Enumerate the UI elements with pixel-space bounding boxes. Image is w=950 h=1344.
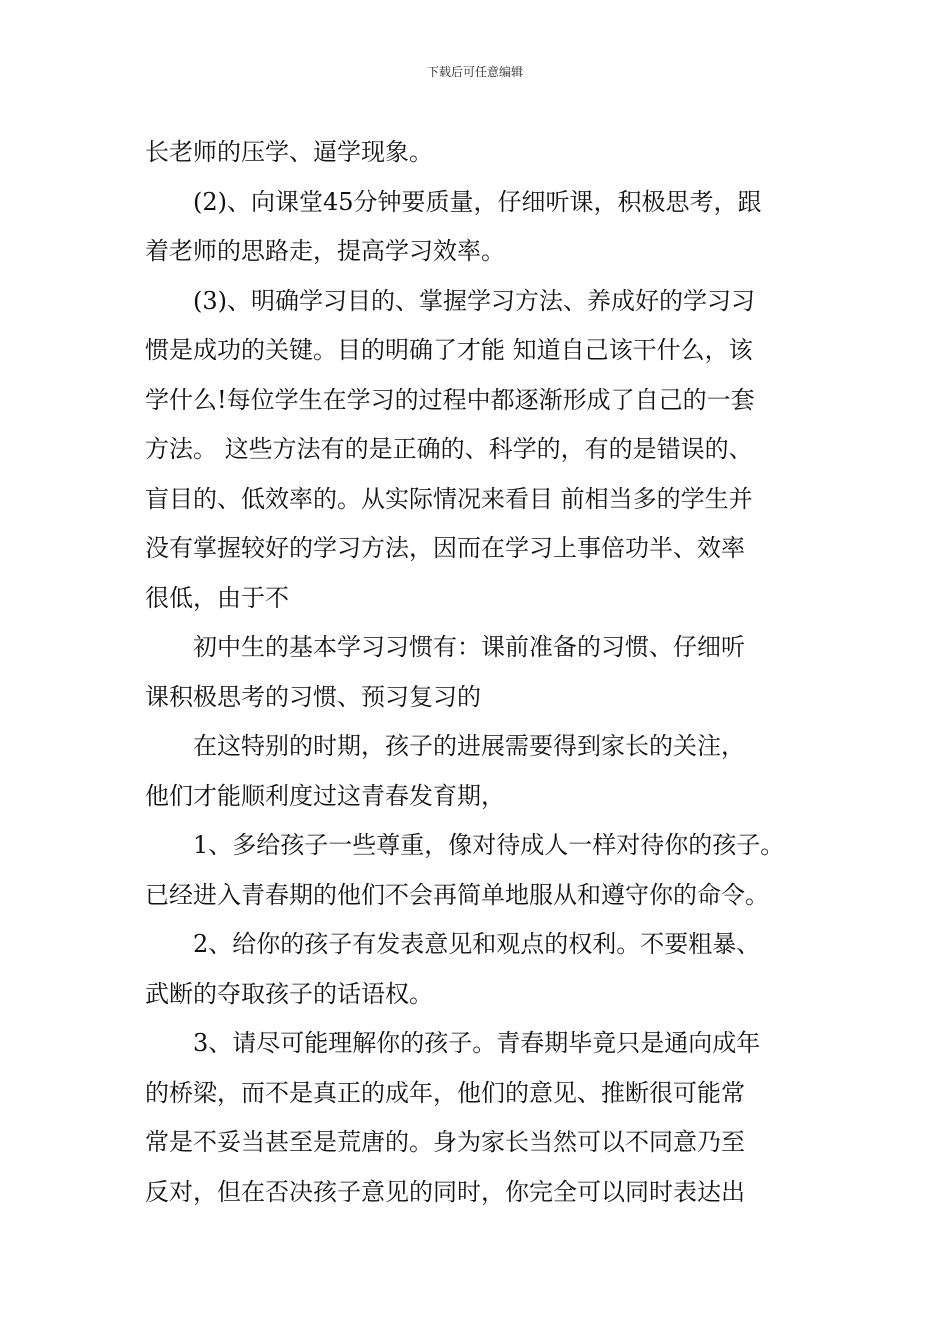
text-line: 的桥梁，而不是真正的成年，他们的意见、推断很可能常 xyxy=(145,1078,745,1107)
text-line: 学什么!每位学生在学习的过程中都逐渐形成了自己的一套 xyxy=(145,385,755,414)
text-line: 没有掌握较好的学习方法，因而在学习上事倍功半、效率 xyxy=(145,534,745,562)
text-line: 课积极思考的习惯、预习复习的 xyxy=(145,682,481,711)
text-line: 1、多给孩子一些尊重，像对待成人一样对待你的孩子。 xyxy=(193,831,785,859)
text-line: 在这特别的时期，孩子的进展需要得到家长的关注， xyxy=(193,732,745,760)
text-line: 3、请尽可能理解你的孩子。青春期毕竟只是通向成年 xyxy=(193,1029,761,1057)
text-line: 常是不妥当甚至是荒唐的。身为家长当然可以不同意乃至 xyxy=(145,1128,745,1156)
text-line: 盲目的、低效率的。从实际情况来看目 前相当多的学生并 xyxy=(145,484,753,513)
text-line: 武断的夺取孩子的话语权。 xyxy=(145,979,433,1008)
text-line: 方法。 这些方法有的是正确的、科学的，有的是错误的、 xyxy=(145,435,753,463)
text-line: 2、给你的孩子有发表意见和观点的权利。不要粗暴、 xyxy=(193,930,761,958)
text-line: 长老师的压学、逼学现象。 xyxy=(145,138,433,166)
text-line: (2)、向课堂45分钟要质量，仔细听课，积极思考，跟 xyxy=(193,187,762,216)
text-line: 着老师的思路走，提高学习效率。 xyxy=(145,237,505,265)
text-line: 反对，但在否决孩子意见的同时，你完全可以同时表达出 xyxy=(145,1177,745,1206)
text-line: 已经进入青春期的他们不会再简单地服从和遵守你的命令。 xyxy=(145,880,769,909)
text-line: (3)、明确学习目的、掌握学习方法、养成好的学习习 xyxy=(193,286,755,315)
text-line: 他们才能顺利度过这青春发育期， xyxy=(145,781,505,810)
text-line: 很低，由于不 xyxy=(145,583,289,612)
body-text xyxy=(145,128,825,1217)
text-line: 初中生的基本学习习惯有：课前准备的习惯、仔细听 xyxy=(193,633,745,661)
page-header: 下载后可任意编辑 xyxy=(426,65,523,79)
text-line: 惯是成功的关键。目的明确了才能 知道自己该干什么，该 xyxy=(145,336,753,364)
